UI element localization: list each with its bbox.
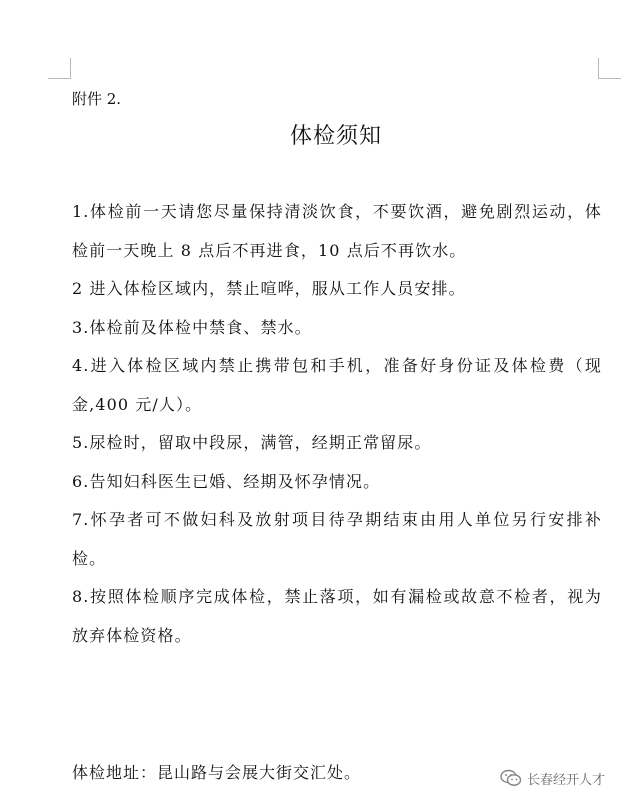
notice-item-7: 7.怀孕者可不做妇科及放射项目待孕期结束由用人单位另行安排补检。 [72,510,602,568]
crop-mark-top-right [598,58,621,79]
exam-address: 体检地址：昆山路与会展大街交汇处。 [72,763,362,782]
notice-item-1: 1.体检前一天请您尽量保持清淡饮食，不要饮酒，避免剧烈运动，体检前一天晚上 8 点后不再进食，10 点后不再饮水。 [72,202,602,260]
notice-item-4: 4.进入体检区域内禁止携带包和手机，准备好身份证及体检费（现金,400 元/人）。 [72,356,602,414]
notice-item-2: 2 进入体检区域内，禁止喧哗，服从工作人员安排。 [72,279,466,298]
document-title: 体检须知 [289,124,382,149]
wechat-icon [500,769,522,787]
watermark-text: 长春经开人才 [527,772,606,788]
crop-mark-top-left [48,58,71,79]
watermark [500,766,605,790]
notice-item-3: 3.体检前及体检中禁食、禁水。 [72,317,312,337]
notice-item-8: 8.按照体检顺序完成体检，禁止落项，如有漏检或故意不检者，视为放弃体检资格。 [72,587,602,645]
notice-list [72,193,602,655]
attachment-label: 附件 2. [72,90,122,108]
notice-item-6: 6.告知妇科医生已婚、经期及怀孕情况。 [72,471,381,491]
notice-item-5: 5.尿检时，留取中段尿，满管，经期正常留尿。 [72,433,432,452]
